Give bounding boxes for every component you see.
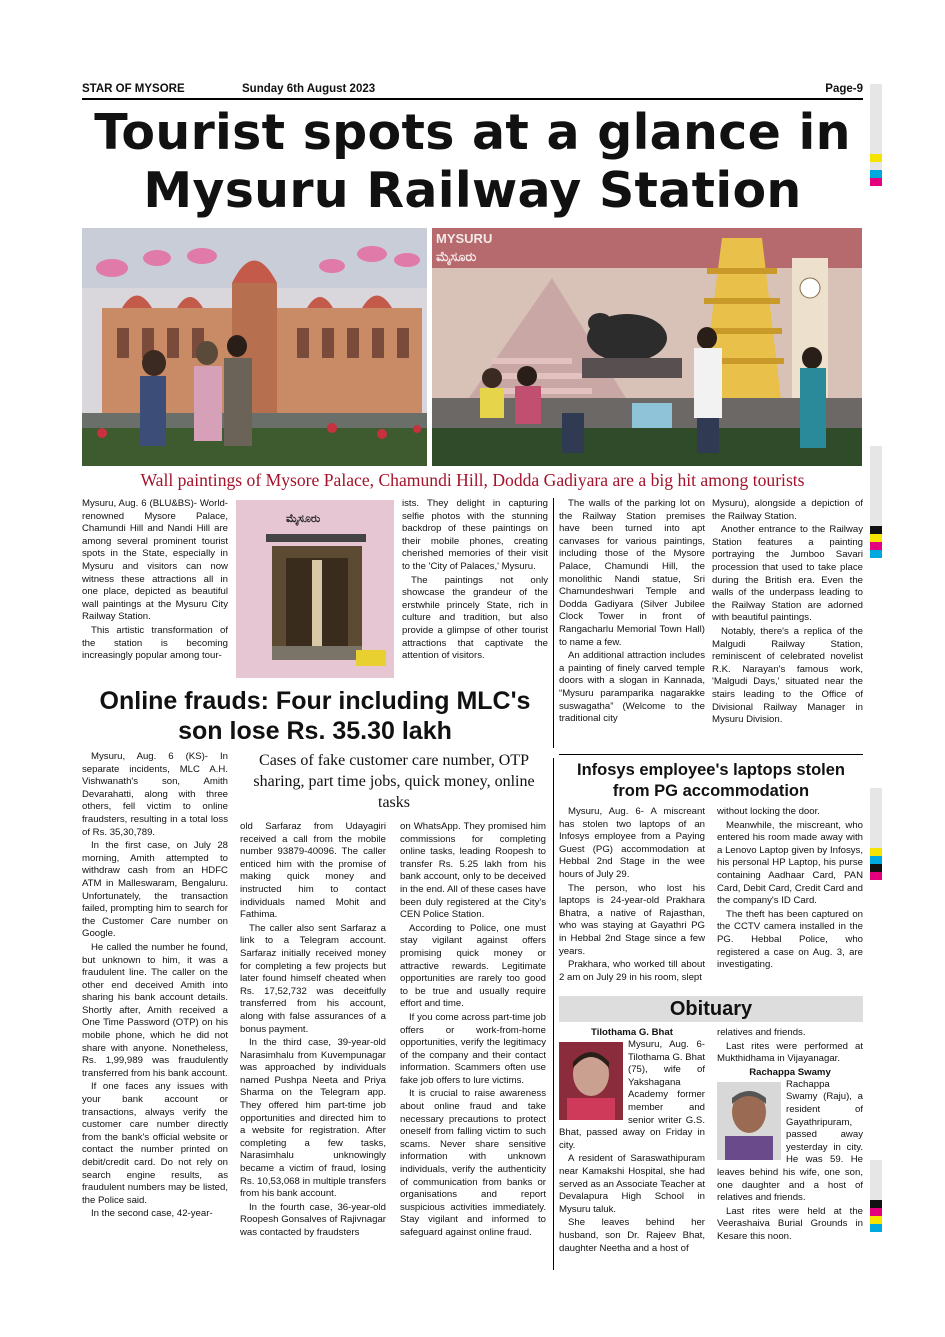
infosys-headline-line1: Infosys employee's laptops stolen	[577, 761, 845, 779]
lead-column-2	[402, 498, 548, 680]
registration-strip	[870, 84, 882, 1284]
page-number: Page-9	[825, 83, 863, 95]
paragraph: Rachappa Swamy (Raju), a resident of Gayathripuram, passed away yesterday in city. He was 59. He leaves behind his wife, one son, one daughter and a host of relatives and friends.	[717, 1078, 863, 1204]
paragraph: An additional attraction includes a painting of finely carved temple doors with a slogan in Kannada, “Mysuru paramparika nagarakke suswagatha” (Welcome to the traditional city	[559, 650, 705, 725]
issue-date: Sunday 6th August 2023	[242, 83, 376, 95]
paragraph: Mysuru, Aug. 6- A miscreant has stolen two laptops of an Infosys employee from a Paying Guest (PG) accommodation at Hebbal 2nd Stage in the wee hours of July 29.	[559, 806, 705, 880]
paragraph: ists. They delight in capturing selfie photos with the stunning backdrop of these paintings on their mobile phones, creating cherished memories of their visit to the 'City of Palaces,' Mysuru.	[402, 498, 548, 572]
paragraph: If you come across part-time job offers or work-from-home opportunities, verify the legitimacy of the company and their contact information. Scammers often use fake job offers to lure victims.	[400, 1011, 546, 1086]
paragraph: Prakhara, who worked till about 2 am on July 29 in his room, slept	[559, 959, 705, 983]
paragraph: Mysuru, Aug. 6 (BLU&BS)- World-renowned Mysore Palace, Chamundi Hill and Nandi Hill are among several prominent tourist spots in the State, especially in Mysuru and visitors can now witness these attractions all in one place, depicted as beautiful wall paintings at the Mysuru City Railway Station.	[82, 498, 228, 623]
paper-name: STAR OF MYSORE	[82, 83, 185, 95]
paragraph: In the second case, 42-year-	[91, 1208, 213, 1220]
infosys-column-2	[717, 806, 863, 988]
fraud-subhead: Cases of fake customer care number, OTP sharing, part time jobs, quick money, online tasks	[253, 752, 535, 811]
infosys-headline-line2: from PG accommodation	[612, 782, 810, 800]
paragraph: In the first case, on July 28 morning, Amith attempted to withdraw cash from an HDFC ATM in Malleswaram, Bengaluru. Unfortunately, the transaction failed, prompting him to search for the Customer Care number on Google.	[82, 840, 228, 940]
paragraph: Mysuru, Aug. 6 (KS)- In separate incidents, MLC A.H. Vishwanath's son, Amith Devarahatti, along with three others, fell victim to online fraudsters, resulting in a total loss of Rs. 35,30,789.	[82, 751, 228, 838]
lead-headline	[82, 104, 863, 220]
lead-headline-line2: Mysuru Railway Station	[143, 162, 802, 219]
tilothama-portrait	[559, 1042, 623, 1120]
paragraph: old Sarfaraz from Udayagiri received a call from the mobile number 93879-40096. The caller enticed him with the promise of making quick money and instructed him to contact individuals named Mohit and Fathima.	[240, 821, 386, 921]
paragraph: In the third case, 39-year-old Narasimhalu from Kuvempunagar was approached by individuals named Pushpa Neeta and Priya Sharma on the Telegram app. They offered him part-time job opportunities and directed him to a website for registration. After completing a few tasks, Narasimhalu unknowingly became a victim of fraud, losing Rs. 10,53,068 in multiple transfers from his bank account.	[240, 1037, 386, 1200]
lead-column-4	[712, 498, 863, 748]
fraud-column-2	[240, 821, 386, 1271]
fraud-headline-line1: Online frauds: Four including MLC's	[99, 687, 531, 715]
paragraph: on WhatsApp. They promised him commissions for completing online tasks, leading Roopesh to transfer Rs. 5.25 lakh from his bank account, only to be deceived in the end. All of these cases have been duly registered at the City's CEN Police Station.	[400, 821, 546, 921]
paragraph: Mysuru), alongside a depiction of the Railway Station.	[712, 498, 863, 522]
nandi-temple-painting-photo	[432, 228, 862, 466]
paragraph: Last rites were held at the Veerashaiva Burial Grounds in Kesare this noon.	[717, 1205, 863, 1242]
masthead	[82, 82, 863, 100]
obituary-column-1	[559, 1027, 705, 1271]
fraud-column-3	[400, 821, 546, 1271]
obituary-name-2: Rachappa Swamy	[749, 1066, 831, 1078]
paragraph: She leaves behind her husband, son Dr. Rajeev Bhat, daughter Neetha and a host of	[559, 1217, 705, 1254]
paragraph: A resident of Saraswathipuram near Kamakshi Hospital, she had served as an Associate Teacher at Devalapura High School in Mysuru taluk.	[559, 1153, 705, 1215]
paragraph: relatives and friends.	[717, 1027, 806, 1038]
paragraph: In the fourth case, 36-year-old Roopesh Gonsalves of Rajivnagar was contacted by fraudsters	[240, 1201, 386, 1238]
paragraph: According to Police, one must stay vigilant against offers promising quick money or attractive rewards. Legitimate opportunities are rarely too good to be true and usually require effort and time.	[400, 922, 546, 1010]
fraud-headline-line2: son lose Rs. 35.30 lakh	[178, 717, 452, 745]
paragraph: The person, who lost his laptops is 24-year-old Prakhara Bhatra, a native of Rajasthan, who was staying at Gayathri PG in Hebbal 2nd Stage since a few years.	[559, 882, 705, 957]
paragraph: Mysuru, Aug. 6- Tilothama G. Bhat (75), wife of Yakshagana Academy former member and senior writer G.S. Bhat, passed away on Friday in city.	[559, 1039, 705, 1151]
paragraph: Meanwhile, the miscreant, who entered his room made away with a Lenovo Laptop given by Infosys, his personal HP Laptop, his purse containing Aadhaar Card, PAN Card, Debit Card, Credit Card and the company's ID Card.	[717, 819, 863, 907]
paragraph: without locking the door.	[717, 806, 820, 817]
paragraph: If one faces any issues with your bank account or transactions, always verify the customer care number directly from the bank's official website or contact the number printed on debit/credit card. Do not rely on search engine results, as fraudulent numbers may be listed, the Police said.	[82, 1081, 228, 1206]
paragraph: The paintings not only showcase the grandeur of the erstwhile princely State, rich in culture and tradition, but also provide a glimpse of other tourist attractions that captivate the attention of visitors.	[402, 574, 548, 662]
palace-painting-photo	[82, 228, 427, 466]
lead-column-3	[559, 498, 705, 748]
paragraph: The caller also sent Sarfaraz a link to a Telegram account. Sarfaraz initially received money for completing a few projects but later found himself cheated when Rs. 17,52,732 was deceitfully transferred from his account, along with false assurances of a bonus payment.	[240, 922, 386, 1035]
fraud-headline	[82, 686, 548, 746]
fraud-column-1	[82, 751, 228, 1271]
paragraph: Notably, there's a replica of the Malgudi Railway Station, reminiscent of celebrated novelist R.K. Narayan's famous work, 'Malgudi Days,' situated near the stairs leading to the Office of Divisional Railway Manager in Mysuru Division.	[712, 625, 863, 726]
lead-column-1	[82, 498, 228, 680]
infosys-column-1	[559, 806, 705, 988]
obituary-name-1: Tilothama G. Bhat	[591, 1027, 673, 1038]
paragraph: The theft has been captured on the CCTV camera installed in the PG. Hebbal Police, who registered a case on Aug. 3, are investigating.	[717, 908, 863, 971]
paragraph: Another entrance to the Railway Station features a painting portraying the Jumboo Savari procession that used to take place during the British era. Even the walls of the underpass leading to the Railway Station are adorned with beautiful paintings.	[712, 524, 863, 624]
infosys-headline	[559, 760, 863, 802]
lead-headline-line1: Tourist spots at a glance in	[94, 104, 851, 161]
paragraph: It is crucial to raise awareness about online fraud and take necessary precautions to protect oneself from falling victim to such scams. Never share sensitive information with unknown individuals, verify the authenticity of communication from banks or organisations and report suspicious activities immediately. Stay vigilant and informed to safeguard against online fraud.	[400, 1088, 546, 1238]
paragraph: He called the number he found, but unknown to him, it was a fraudulent line. The caller on the other end deceived Amith into sharing his bank account details. Shortly after, Amith received a One Time Password (OTP) on his mobile phone, which he did not share with anyone. Nonetheless, Rs. 1,99,989 was fraudulently transferred from his bank account.	[82, 941, 228, 1079]
paragraph: The walls of the parking lot on the Railway Station premises have been turned into apt canvases for various paintings, including those of the Mysore Palace, Chamundi Hill, the monolithic Nandi statue, Sri Chamundeshwari Temple and Dodda Gadiyara (Silver Jubilee Clock Tower in front of Rangacharlu Memorial Town Hall) to name a few.	[559, 498, 705, 648]
rachappa-portrait	[717, 1082, 781, 1160]
mysuru-sign: MYSURU	[436, 231, 493, 246]
photo-caption: Wall paintings of Mysore Palace, Chamundi Hill, Dodda Gadiyara are a big hit among tourists	[140, 470, 805, 490]
obituary-column-2	[717, 1027, 863, 1271]
obituary-heading: Obituary	[559, 996, 863, 1022]
temple-door-inset-photo	[236, 500, 394, 678]
paragraph: This artistic transformation of the station is becoming increasingly popular among tour-	[82, 624, 228, 662]
inset-sign: ಮೈಸೂರು	[286, 513, 321, 525]
paragraph: Last rites were performed at Mukthidhama in Vijayanagar.	[717, 1040, 863, 1065]
mysuru-sign-kannada: ಮೈಸೂರು	[436, 249, 477, 264]
